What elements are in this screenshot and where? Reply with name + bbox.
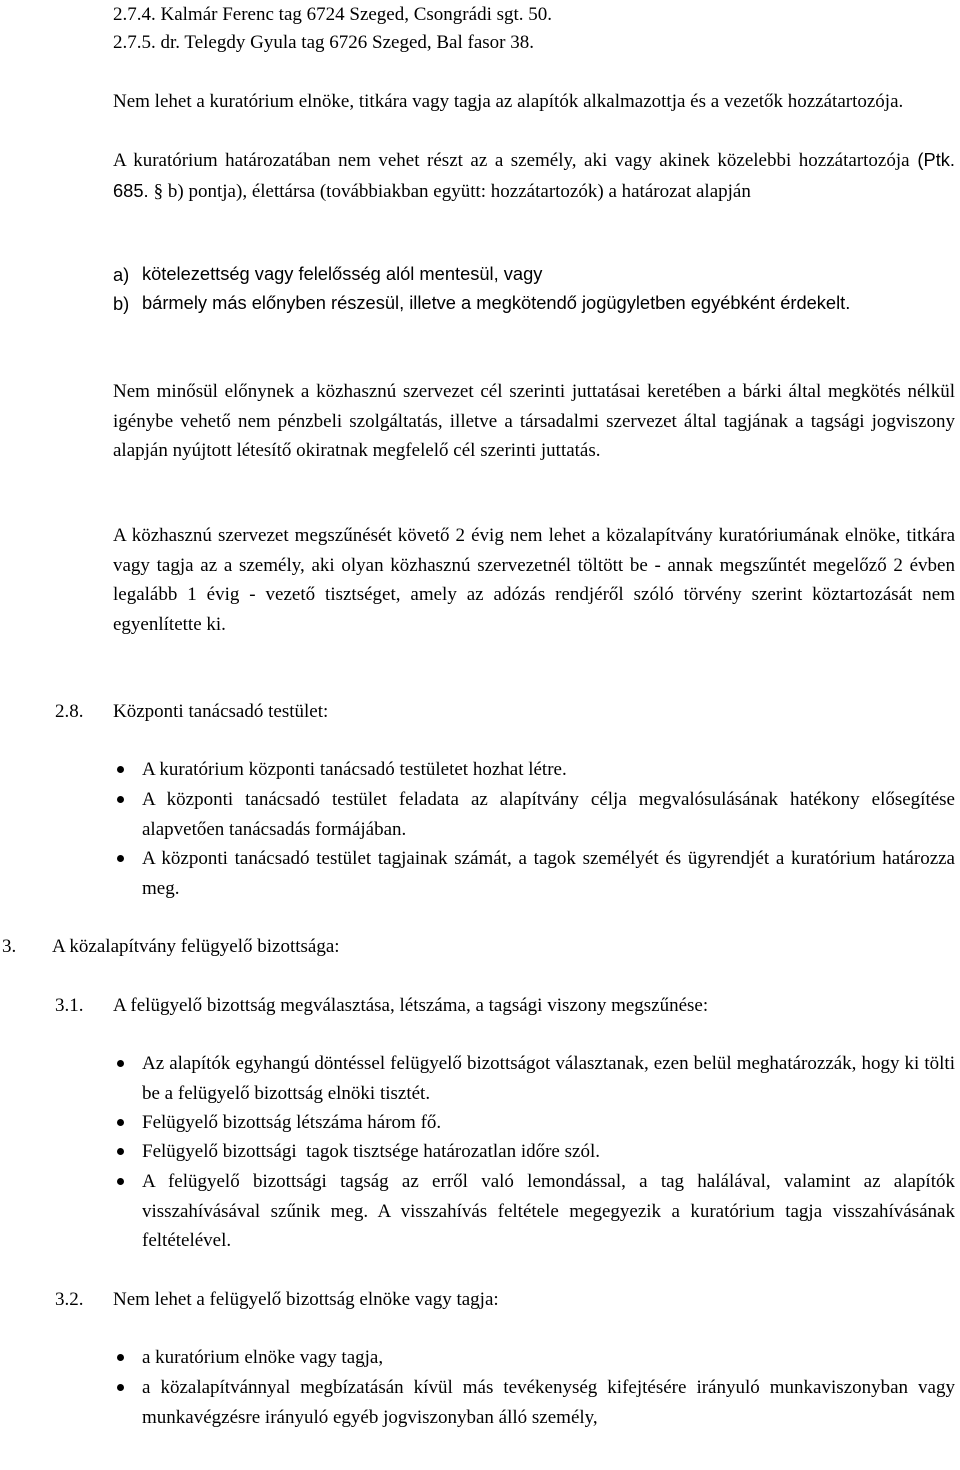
bullet-icon	[117, 1060, 124, 1067]
list-item-3-2-1: a kuratórium elnöke vagy tagja,	[142, 1347, 384, 1368]
section-title-3: A közalapítvány felügyelő bizottsága:	[52, 936, 340, 957]
list-label-a: a)	[113, 264, 130, 285]
address-line-2-7-4: 2.7.4. Kalmár Ferenc tag 6724 Szeged, Csongrádi sgt. 50.	[113, 4, 553, 25]
section-number-3-1: 3.1.	[55, 995, 84, 1016]
paragraph-after-dissolution: A közhasznú szervezet megszűnését követő 2 évig nem lehet a közalapítvány kuratóriumának elnöke, titkára vagy tagja az a személy, aki olyan közhasznú szervezetnél töltött be - annak megszűntét megelőző 2 évben legalább 1 évig - vezető tisztséget, amely az adózás rendjéről szóló törvény szerint köztartozását nem egyenlítette ki.	[113, 525, 955, 635]
bullet-icon	[117, 1384, 124, 1391]
list-item-3-2-2: a közalapítvánnyal megbízatásán kívül más tevékenység kifejtésére irányuló munkaviszonyban vagy munkavégzésre irányuló egyéb jogviszonyban álló személy,	[142, 1377, 955, 1428]
section-number-3: 3.	[2, 936, 17, 957]
list-item-3-1-1: Az alapítók egyhangú döntéssel felügyelő bizottságot választanak, ezen belül meghatározzák, hogy ki tölti be a felügyelő bizottság elnöki tisztét.	[142, 1053, 955, 1104]
bullet-icon	[117, 1148, 124, 1155]
list-item-b: bármely más előnyben részesül, illetve a megkötendő jogügyletben egyébként érdekelt.	[142, 292, 851, 313]
bullet-icon	[117, 1354, 124, 1361]
list-item-3-1-2: Felügyelő bizottság létszáma három fő.	[142, 1112, 442, 1133]
conflict-text-rest: § b) pontja), élettársa (továbbiakban együtt: hozzátartozók) a határozat alapján	[153, 180, 751, 202]
list-item-3-1-4: A felügyelő bizottsági tagság az erről való lemondással, a tag halálával, valamint az alapítók visszahívásával szűnik meg. A visszahívás feltétele megegyezik a kuratórium tagja visszahívásának feltételével.	[142, 1171, 955, 1251]
conflict-text-sans: (Ptk. 685.	[113, 149, 955, 201]
address-line-2-7-5: 2.7.5. dr. Telegdy Gyula tag 6726 Szeged, Bal fasor 38.	[113, 32, 534, 53]
bullet-icon	[117, 1119, 124, 1126]
paragraph-benefit: Nem minősül előnynek a közhasznú szervezet cél szerinti juttatásai keretében a bárki által megkötés nélkül igénybe vehető nem pénzbeli szolgáltatás, illetve a társadalmi szervezet által tagjának a tagsági jogviszony alapján nyújtott létesítő okiratnak megfelelő cél szerinti juttatás.	[113, 381, 955, 461]
list-label-b: b)	[113, 293, 130, 314]
list-item-3-1-3: Felügyelő bizottsági tagok tisztsége határozatlan időre szól.	[142, 1141, 600, 1162]
section-title-3-2: Nem lehet a felügyelő bizottság elnöke vagy tagja:	[113, 1289, 499, 1310]
section-number-3-2: 3.2.	[55, 1289, 84, 1310]
section-title-2-8: Központi tanácsadó testület:	[113, 701, 329, 722]
conflict-text-serif: A kuratórium határozatában nem vehet részt az a személy, aki vagy akinek közelebbi hozzátartozója	[113, 150, 910, 171]
list-item-2-8-1: A kuratórium központi tanácsadó testületet hozhat létre.	[142, 759, 567, 780]
list-item-2-8-2: A központi tanácsadó testület feladata az alapítvány célja megvalósulásának hatékony elősegítése alapvetően tanácsadás formájában.	[142, 789, 955, 840]
bullet-icon	[117, 766, 124, 773]
section-title-3-1: A felügyelő bizottság megválasztása, létszáma, a tagsági viszony megszűnése:	[113, 995, 709, 1016]
paragraph-eligibility: Nem lehet a kuratórium elnöke, titkára vagy tagja az alapítók alkalmazottja és a vezetők hozzátartozója.	[113, 91, 904, 112]
bullet-icon	[117, 1178, 124, 1185]
bullet-icon	[117, 855, 124, 862]
bullet-icon	[117, 796, 124, 803]
list-item-2-8-3: A központi tanácsadó testület tagjainak számát, a tagok személyét és ügyrendjét a kuratórium határozza meg.	[142, 848, 955, 899]
section-number-2-8: 2.8.	[55, 701, 84, 722]
paragraph-conflict	[113, 145, 955, 206]
list-item-a: kötelezettség vagy felelősség alól mentesül, vagy	[142, 263, 543, 284]
